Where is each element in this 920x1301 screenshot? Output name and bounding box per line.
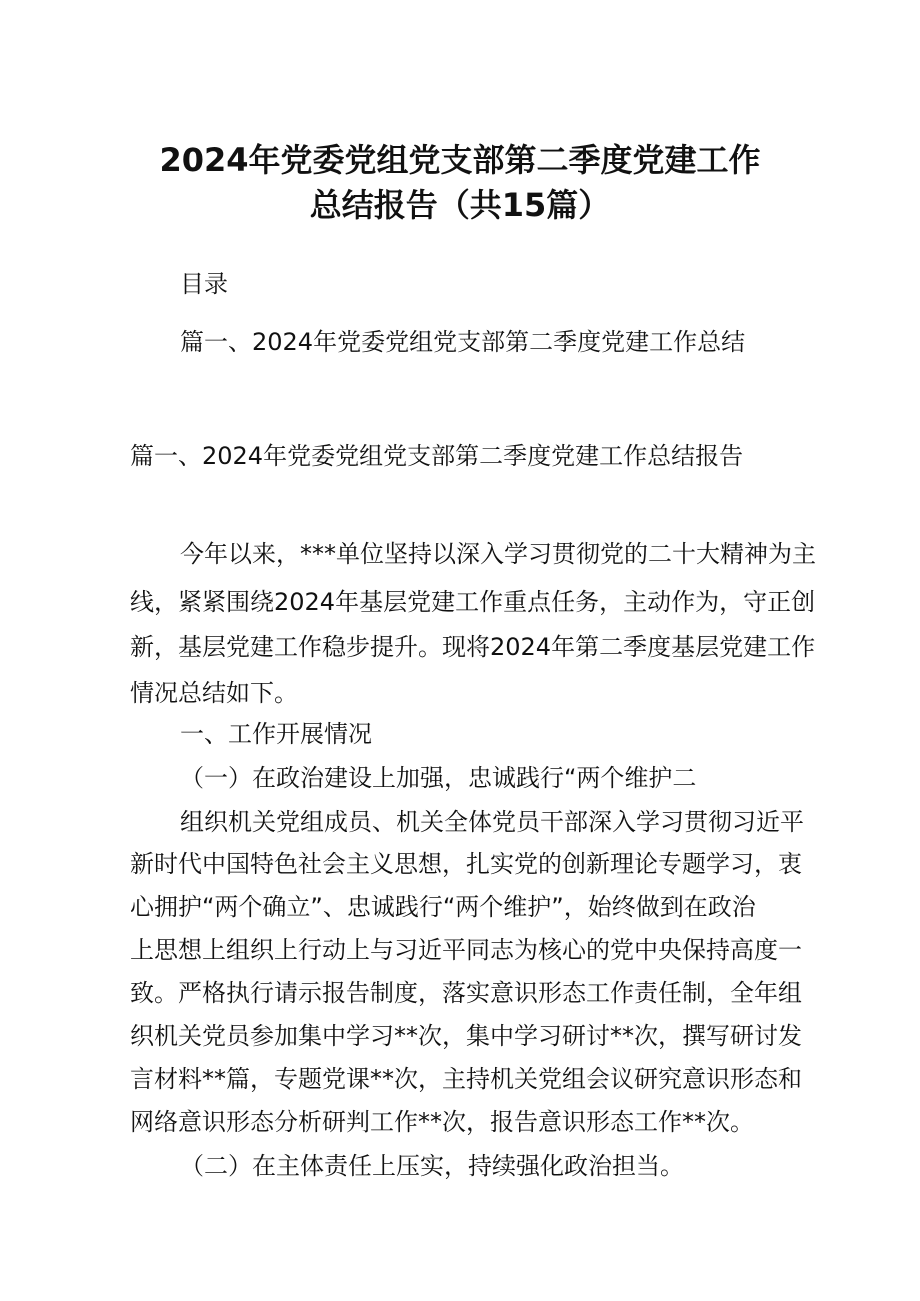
paragraph-1-line: 线，紧紧围绕2024年基层党建工作重点任务，主动作为，守正创 [130,588,816,616]
paragraph-2-line: 言材料**篇，专题党课**次，主持机关党组会议研究意识形态和 [130,1065,802,1093]
toc-label: 目录 [180,270,228,298]
paragraph-2-line: 心拥护“两个确立”、忠诚践行“两个维护”，始终做到在政治 [130,893,756,921]
paragraph-2-line: 组织机关党组成员、机关全体党员干部深入学习贯彻习近平 [180,808,804,836]
section-heading: 篇一、2024年党委党组党支部第二季度党建工作总结报告 [130,442,744,470]
paragraph-2-line: 上思想上组织上行动上与习近平同志为核心的党中央保持高度一 [130,936,802,964]
paragraph-2-line: 织机关党员参加集中学习**次，集中学习研讨**次，撰写研讨发 [130,1022,802,1050]
paragraph-2-line: 致。严格执行请示报告制度，落实意识形态工作责任制，全年组 [130,979,802,1007]
document-title-line-2: 总结报告（共15篇） [309,186,611,224]
heading-work-overview: 一、工作开展情况 [180,720,372,748]
document-title-line-1: 2024年党委党组党支部第二季度党建工作 [159,141,761,179]
toc-item: 篇一、2024年党委党组党支部第二季度党建工作总结 [180,328,746,356]
subheading-political-construction: （一）在政治建设上加强，忠诚践行“两个维护二 [180,764,697,792]
paragraph-2-line: 新时代中国特色社会主义思想，扎实党的创新理论专题学习，衷 [130,850,802,878]
paragraph-2-line: 网络意识形态分析研判工作**次，报告意识形态工作**次。 [130,1108,754,1136]
paragraph-1-line: 新，基层党建工作稳步提升。现将2024年第二季度基层党建工作 [130,633,816,661]
paragraph-1-line: 今年以来，***单位坚持以深入学习贯彻党的二十大精神为主 [180,540,816,568]
paragraph-1-line: 情况总结如下。 [130,679,298,707]
subheading-main-responsibility: （二）在主体责任上压实，持续强化政治担当。 [180,1152,684,1180]
